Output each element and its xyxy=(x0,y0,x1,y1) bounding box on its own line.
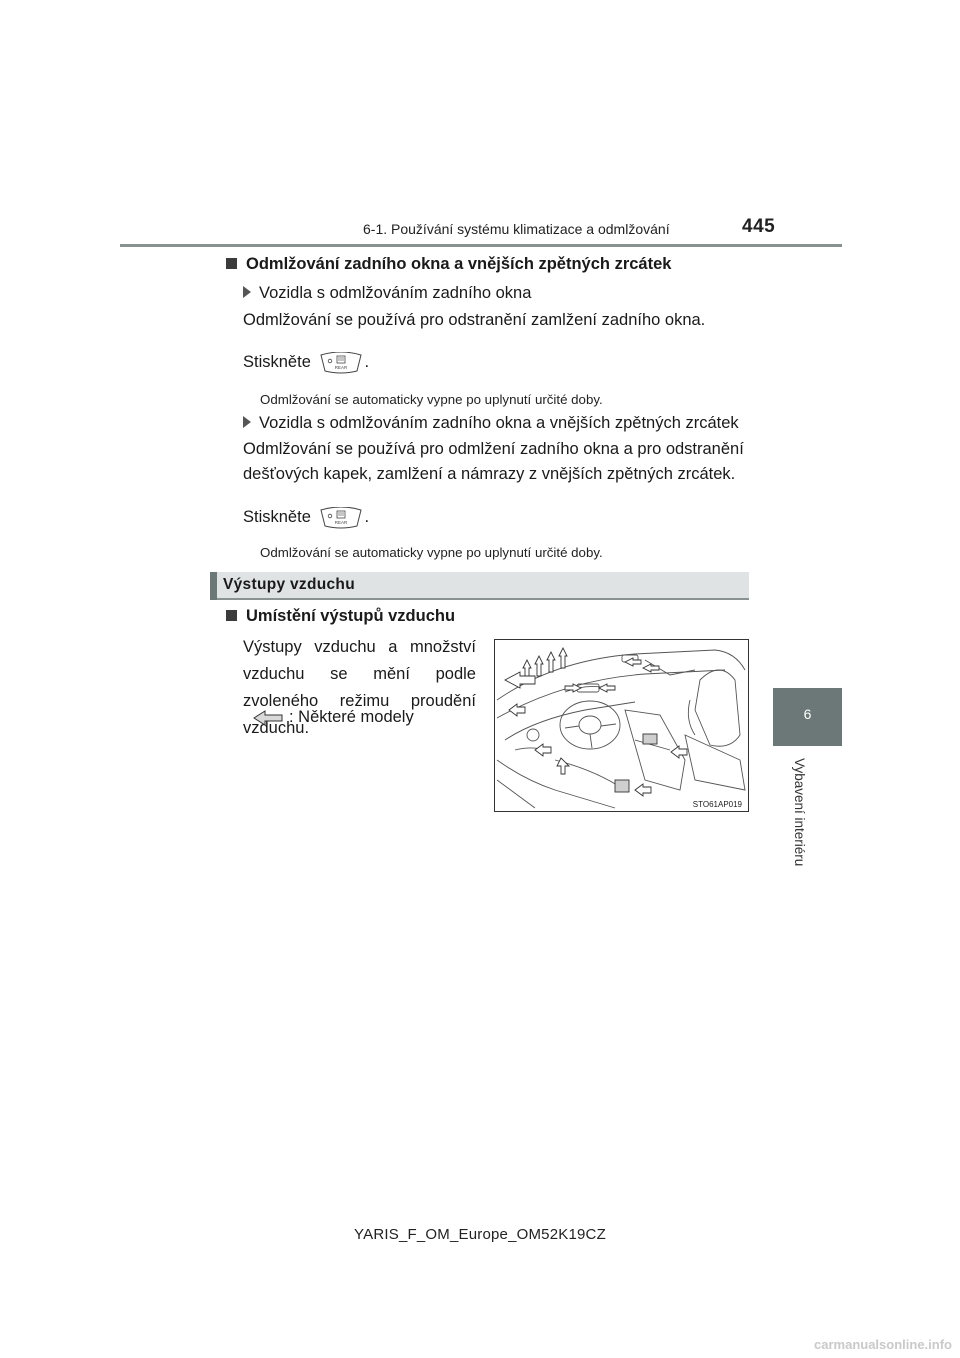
press-text: Stiskněte xyxy=(243,353,311,371)
chapter-tab-label-box xyxy=(770,758,845,878)
rear-defogger-button-icon xyxy=(319,352,363,374)
legend-text: : Některé modely xyxy=(289,708,414,726)
page-number: 445 xyxy=(742,216,776,237)
outlined-arrow-icon xyxy=(253,709,283,727)
rear-defogger-button-icon xyxy=(319,507,363,529)
item-label-rear-window xyxy=(243,280,531,307)
section-title-air-outlets: Výstupy vzduchu xyxy=(223,576,355,593)
square-bullet-icon xyxy=(226,610,237,621)
subheading-text: Umístění výstupů vzduchu xyxy=(246,607,456,625)
section-bar-accent xyxy=(210,572,217,600)
car-interior-drawing xyxy=(495,640,748,811)
item2-press-instruction xyxy=(243,504,369,531)
watermark: carmanualsonline.info xyxy=(814,1337,952,1352)
footer-document-id: YARIS_F_OM_Europe_OM52K19CZ xyxy=(354,1226,606,1243)
item-label-rear-window-mirrors xyxy=(243,410,739,437)
item1-body: Odmlžování se používá pro odstranění zamlžení zadního okna. xyxy=(243,311,706,329)
air-outlet-description: Výstupy vzduchu a množství vzduchu se mění podle zvoleného režimu proudění vzduchu. xyxy=(243,638,476,737)
subheading-outlet-location xyxy=(226,607,455,626)
air-outlets-illustration xyxy=(494,639,749,812)
section-heading-text: Odmlžování zadního okna a vnějších zpětných zrcátek xyxy=(246,255,672,273)
press-end: . xyxy=(364,353,370,371)
svg-text:REAR: REAR xyxy=(335,519,348,525)
svg-text:REAR: REAR xyxy=(335,364,348,370)
header-section-title: 6-1. Používání systému klimatizace a odmlžování xyxy=(363,221,670,237)
press-end: . xyxy=(364,508,370,526)
header-divider xyxy=(120,244,842,247)
chapter-tab-label: Vybavení interiéru xyxy=(792,758,807,867)
section-heading-defogger xyxy=(226,255,671,274)
item2-note: Odmlžování se automaticky vypne po uplynutí určité doby. xyxy=(260,545,603,560)
item1-press-instruction xyxy=(243,349,369,376)
legend-some-models xyxy=(253,704,414,731)
triangle-bullet-icon xyxy=(243,416,251,428)
item-label-text: Vozidla s odmlžováním zadního okna xyxy=(259,284,532,302)
press-text: Stiskněte xyxy=(243,508,311,526)
square-bullet-icon xyxy=(226,258,237,269)
triangle-bullet-icon xyxy=(243,286,251,298)
item-label-text: Vozidla s odmlžováním zadního okna a vnějších zpětných zrcátek xyxy=(259,414,739,432)
item2-body-line1: Odmlžování se používá pro odmlžení zadního okna a pro odstranění xyxy=(243,440,744,458)
illustration-code: STO61AP019 xyxy=(692,800,742,809)
item2-body-line2: dešťových kapek, zamlžení a námrazy z vnějších zpětných zrcátek. xyxy=(243,465,736,483)
chapter-tab-number: 6 xyxy=(803,706,812,722)
item1-note: Odmlžování se automaticky vypne po uplynutí určité doby. xyxy=(260,392,603,407)
